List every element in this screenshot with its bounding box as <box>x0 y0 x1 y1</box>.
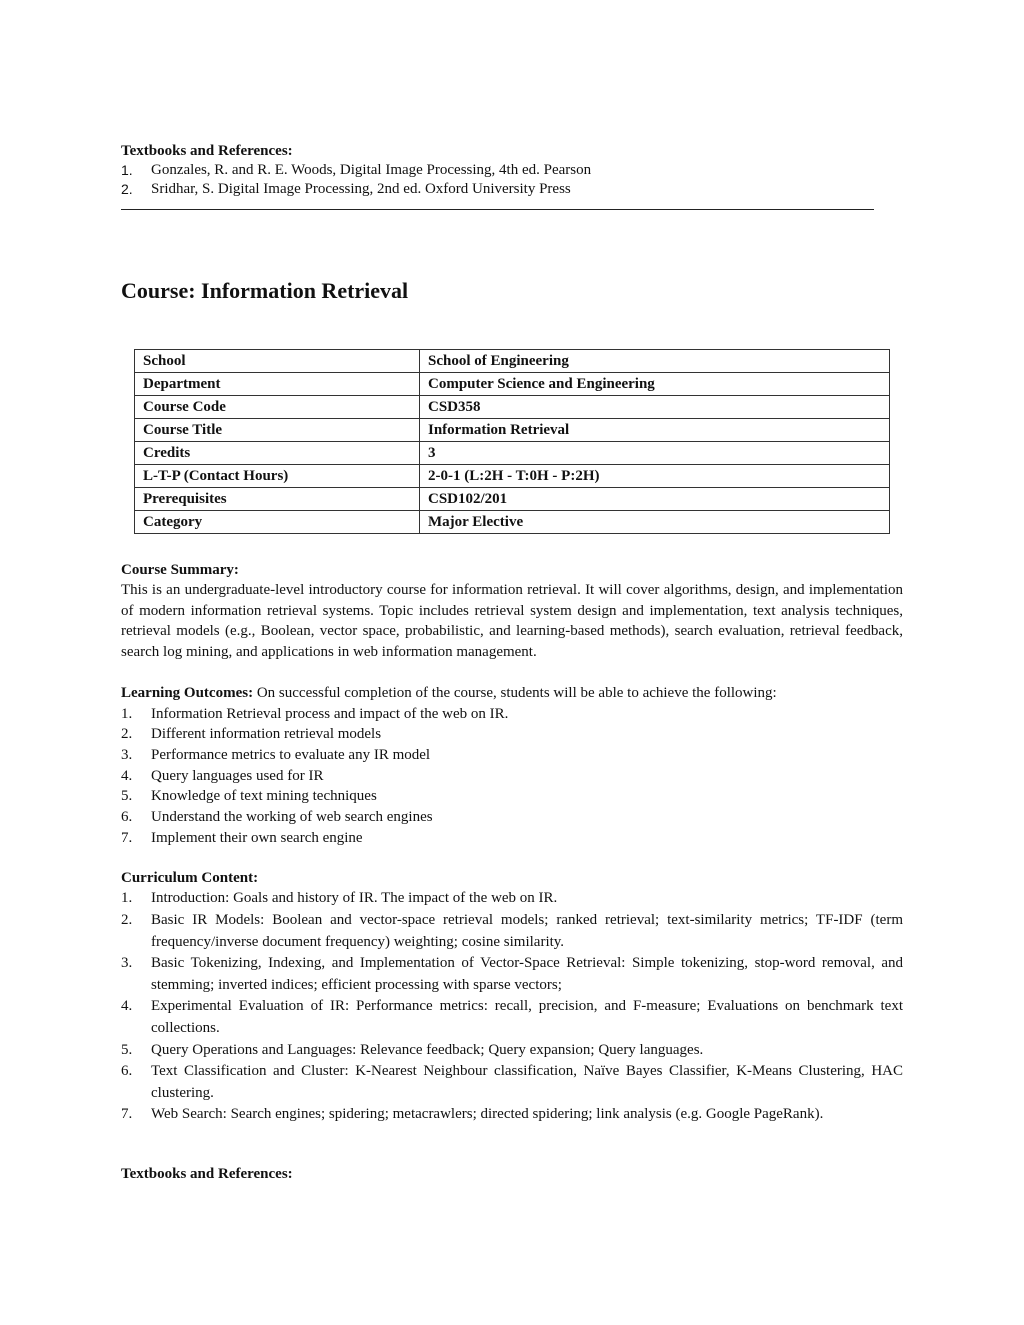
list-item <box>121 1040 903 1062</box>
list-text: Introduction: Goals and history of IR. The impact of the web on IR. <box>151 890 558 907</box>
list-item <box>121 953 903 996</box>
table-row <box>135 465 890 488</box>
table-key: Prerequisites <box>135 488 420 511</box>
table-row <box>135 511 890 534</box>
list-number: 3. <box>121 746 133 763</box>
list-item <box>121 161 903 180</box>
list-text: Query languages used for IR <box>151 767 324 784</box>
course-info-table <box>134 349 890 534</box>
list-item <box>121 1061 903 1104</box>
list-text: Knowledge of text mining techniques <box>151 788 377 805</box>
list-number: 6. <box>121 809 133 826</box>
list-text: Gonzales, R. and R. E. Woods, Digital Image Processing, 4th ed. Pearson <box>151 162 592 178</box>
list-text: Different information retrieval models <box>151 726 382 743</box>
table-value: School of Engineering <box>420 350 890 373</box>
list-number: 5. <box>121 788 133 805</box>
list-number: 6. <box>121 1063 133 1080</box>
separator-rule <box>121 209 874 210</box>
list-item <box>121 704 903 725</box>
list-item <box>121 996 903 1039</box>
list-text: Information Retrieval process and impact of the web on IR. <box>151 705 509 722</box>
prev-references-heading: Textbooks and References: <box>121 143 293 159</box>
outcomes-heading: Learning Outcomes: <box>121 684 254 701</box>
course-title: Course: Information Retrieval <box>121 278 409 303</box>
table-row <box>135 373 890 396</box>
list-item <box>121 910 903 953</box>
table-value: Computer Science and Engineering <box>420 373 890 396</box>
table-row <box>135 442 890 465</box>
table-value: 3 <box>420 442 890 465</box>
list-number: 1. <box>121 162 133 178</box>
list-number: 2. <box>121 726 133 743</box>
table-value: 2-0-1 (L:2H - T:0H - P:2H) <box>420 465 890 488</box>
list-text: Query Operations and Languages: Relevance feedback; Query expansion; Query languages. <box>151 1041 704 1058</box>
list-item <box>121 180 903 199</box>
list-text: Basic IR Models: Boolean and vector-space retrieval models; ranked retrieval; text-similarity metrics; TF-IDF (term frequency/inverse document frequency) weighting; cosine similarity. <box>151 912 903 950</box>
list-item <box>121 888 903 910</box>
list-number: 1. <box>121 890 133 907</box>
table-value: Major Elective <box>420 511 890 534</box>
document-page <box>121 141 903 1184</box>
curriculum-heading: Curriculum Content: <box>121 870 259 887</box>
list-text: Performance metrics to evaluate any IR model <box>151 746 431 763</box>
list-item <box>121 766 903 787</box>
list-number: 2. <box>121 912 133 929</box>
list-number: 5. <box>121 1041 133 1058</box>
next-references-heading: Textbooks and References: <box>121 1165 293 1182</box>
table-row <box>135 350 890 373</box>
table-row <box>135 396 890 419</box>
list-number: 4. <box>121 998 133 1015</box>
list-number: 3. <box>121 955 133 972</box>
list-number: 7. <box>121 829 133 846</box>
outcomes-intro: On successful completion of the course, students will be able to achieve the following: <box>253 684 777 701</box>
table-value: CSD102/201 <box>420 488 890 511</box>
list-item <box>121 828 903 849</box>
list-text: Experimental Evaluation of IR: Performance metrics: recall, precision, and F-measure; Evaluations on benchmark text collections. <box>151 998 903 1036</box>
table-value: Information Retrieval <box>420 419 890 442</box>
list-item <box>121 786 903 807</box>
prev-references-list <box>121 161 903 199</box>
list-text: Implement their own search engine <box>151 829 363 846</box>
list-item <box>121 745 903 766</box>
table-key: School <box>135 350 420 373</box>
table-row <box>135 488 890 511</box>
list-item <box>121 1104 903 1126</box>
table-key: Category <box>135 511 420 534</box>
table-key: Department <box>135 373 420 396</box>
list-number: 2. <box>121 181 133 197</box>
summary-heading: Course Summary: <box>121 562 239 578</box>
list-text: Basic Tokenizing, Indexing, and Implementation of Vector-Space Retrieval: Simple tokenizing, stop-word removal, and stemming; inverted indices; efficient processing with sparse vectors; <box>151 955 903 993</box>
list-number: 4. <box>121 767 133 784</box>
list-text: Understand the working of web search engines <box>151 809 433 826</box>
list-item <box>121 724 903 745</box>
outcomes-list <box>121 704 903 849</box>
list-number: 1. <box>121 705 133 722</box>
curriculum-list <box>121 888 903 1126</box>
list-text: Text Classification and Cluster: K-Nearest Neighbour classification, Naïve Bayes Classifier, K-Means Clustering, HAC clustering. <box>151 1063 903 1101</box>
table-row <box>135 419 890 442</box>
list-number: 7. <box>121 1106 133 1123</box>
list-text: Sridhar, S. Digital Image Processing, 2nd ed. Oxford University Press <box>151 181 571 197</box>
list-item <box>121 807 903 828</box>
outcomes-intro-line <box>121 683 903 704</box>
table-value: CSD358 <box>420 396 890 419</box>
list-text: Web Search: Search engines; spidering; metacrawlers; directed spidering; link analysis (e.g. Google PageRank). <box>151 1106 824 1123</box>
table-key: Credits <box>135 442 420 465</box>
table-key: L-T-P (Contact Hours) <box>135 465 420 488</box>
table-key: Course Code <box>135 396 420 419</box>
summary-text: This is an undergraduate-level introductory course for information retrieval. It will cover algorithms, design, and implementation of modern information retrieval systems. Topic includes retrieval system design and implementation, text analysis techniques, retrieval models (e.g., Boolean, vector space, probabilistic, and learning-based methods), search evaluation, retrieval feedback, search log mining, and applications in web information management. <box>121 582 903 661</box>
table-key: Course Title <box>135 419 420 442</box>
